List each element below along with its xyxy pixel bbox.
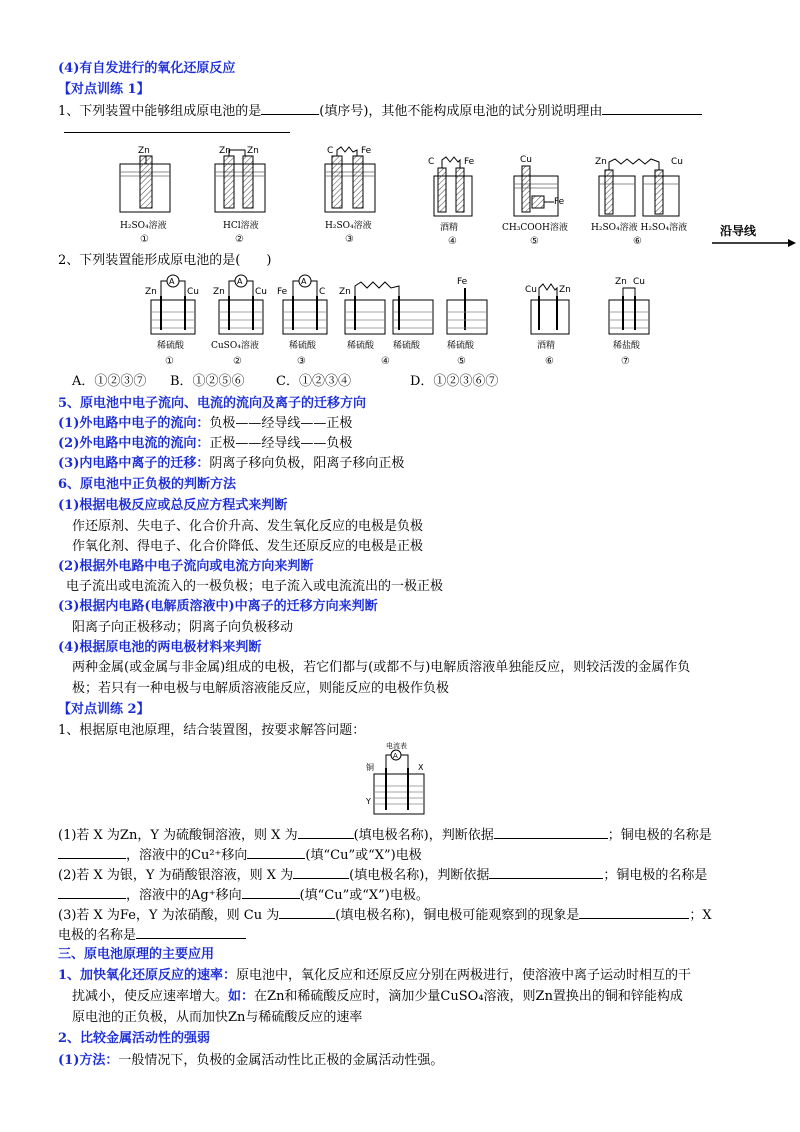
drill-1-title: 【对点训练 1】 bbox=[58, 82, 150, 97]
q1-blank-1[interactable] bbox=[261, 102, 319, 115]
fig1-cell-1-number: ① bbox=[140, 234, 149, 245]
fig2-cell-1-right: Cu bbox=[187, 287, 199, 297]
fig2-cell-4-left: Zn bbox=[339, 287, 351, 297]
fig2-cell-2-right: Cu bbox=[255, 287, 267, 297]
figure-1-cells bbox=[110, 142, 700, 250]
p2-blank-4[interactable] bbox=[242, 886, 300, 899]
fig2-cell-6-right: Zn bbox=[559, 285, 571, 295]
fig2-cell-6-solution: 酒精 bbox=[537, 341, 556, 351]
fig1-cell-5 bbox=[502, 155, 568, 247]
side-arrow-icon bbox=[712, 238, 796, 248]
fig2-cell-3-right: C bbox=[319, 287, 326, 297]
app1-title: 1、加快氧化还原反应的速率： bbox=[58, 968, 237, 983]
p1-b: (填电极名称)，判断依据 bbox=[353, 828, 494, 843]
app1-l1: 原电池中，氧化反应和还原反应分别在两极进行，使溶液中离子运动时相互的干 bbox=[236, 968, 692, 983]
fig2-cell-5-left: Fe bbox=[457, 277, 468, 287]
fig1-cell-5-solution: CH₃COOH溶液 bbox=[502, 223, 568, 233]
application-1-line-3: 原电池的正负极，从而加快Zn与稀硫酸反应的速率 bbox=[72, 1010, 363, 1025]
p1-d: ，溶液中的Cu²⁺移向 bbox=[126, 848, 248, 863]
fig1-cell-1-solution: H₂SO₄溶液 bbox=[120, 221, 167, 231]
p1-blank-3[interactable] bbox=[58, 846, 126, 859]
app1-l2b: 在Zn和稀硫酸反应时，滴加少量CuSO₄溶液，则Zn置换出的铜和锌能构成 bbox=[254, 989, 683, 1004]
p2-b: (填电极名称)，判断依据 bbox=[349, 868, 490, 883]
q1-blank-2[interactable] bbox=[602, 102, 702, 115]
p3-c: ；X bbox=[689, 908, 712, 923]
section-5-item-2 bbox=[58, 435, 352, 453]
fig1-cell-4-number: ④ bbox=[448, 236, 457, 247]
fig1-cell-5-number: ⑤ bbox=[530, 236, 539, 247]
application-2-title: 2、比较金属活动性的强弱 bbox=[58, 1031, 211, 1046]
part-2-line-1 bbox=[58, 866, 707, 885]
fig1-cell-6-left: Zn bbox=[595, 157, 607, 167]
fig2-cell-7-number: ⑦ bbox=[621, 356, 630, 367]
fig1-cell-2-number: ② bbox=[235, 234, 244, 245]
fig2-cell-3-number: ③ bbox=[297, 356, 306, 367]
fig1-cell-3-right: Fe bbox=[361, 146, 372, 156]
sec5-3-label: (3)内电路中离子的迁移： bbox=[58, 456, 210, 471]
fig2-cell-4b-solution: 稀硫酸 bbox=[393, 341, 421, 351]
sec5-2-text: 正极——经导线——负极 bbox=[209, 436, 353, 451]
fig1-cell-1 bbox=[120, 146, 170, 245]
fig2-cell-2-meter: A bbox=[237, 277, 243, 286]
p3-blank-1[interactable] bbox=[279, 906, 335, 919]
section-6-3-title: (3)根据内电路(电解质溶液中)中离子的迁移方向来判断 bbox=[58, 599, 378, 614]
part-3-line-1 bbox=[58, 906, 712, 925]
section-6-3-text: 阳离子向正极移动；阴离子向负极移动 bbox=[72, 620, 294, 635]
p1-blank-2[interactable] bbox=[494, 826, 608, 839]
p2-a: (2)若 X 为银，Y 为硝酸银溶液，则 X 为 bbox=[58, 868, 294, 883]
p3-d: 电极的名称是 bbox=[58, 928, 137, 943]
app2-1-label: (1)方法： bbox=[58, 1053, 119, 1068]
fig2-cell-5-number: ⑤ bbox=[457, 356, 466, 367]
fig1-cell-3-left: C bbox=[327, 146, 334, 156]
fig1-cell-3-number: ③ bbox=[345, 234, 354, 245]
sec5-1-text: 负极——经导线——正极 bbox=[209, 416, 353, 431]
part-1-line-1 bbox=[58, 826, 712, 845]
p1-c: ；铜电极的名称是 bbox=[607, 828, 712, 843]
sec5-1-label: (1)外电路中电子的流向： bbox=[58, 416, 210, 431]
p2-d: ，溶液中的Ag⁺移向 bbox=[126, 888, 242, 903]
fig3-right: X bbox=[418, 763, 424, 772]
q2-option-c[interactable]: C．①②③④ bbox=[276, 374, 351, 389]
fig1-cell-2-solution: HCl溶液 bbox=[223, 221, 259, 231]
fig1-cell-4-left: C bbox=[428, 157, 435, 167]
fig1-cell-5-right: Fe bbox=[554, 197, 565, 207]
q1-answer-line[interactable] bbox=[64, 132, 290, 133]
fig2-cell-1-left: Zn bbox=[145, 287, 157, 297]
fig1-cell-4-right: Fe bbox=[464, 157, 475, 167]
q1-mid: (填序号)，其他不能构成原电池的试分别说明理由 bbox=[319, 104, 603, 119]
fig1-cell-6 bbox=[591, 157, 687, 247]
fig2-cell-3-left: Fe bbox=[277, 287, 288, 297]
section-6-4-line-1: 两种金属(或金属与非金属)组成的电极，若它们都与(或都不与)电解质溶液单独能反应，则较活泼的金属作负 bbox=[72, 660, 691, 675]
p1-a: (1)若 X 为Zn，Y 为硫酸铜溶液，则 X 为 bbox=[58, 828, 298, 843]
fig2-cell-7-solution: 稀盐酸 bbox=[613, 341, 641, 351]
part-2-line-2 bbox=[58, 886, 429, 905]
drill-2-title: 【对点训练 2】 bbox=[58, 702, 150, 717]
p3-a: (3)若 X 为Fe，Y 为浓硝酸，则 Cu 为 bbox=[58, 908, 280, 923]
section-6-4-title: (4)根据原电池的两电极材料来判断 bbox=[58, 640, 262, 655]
question-2: 2、下列装置能形成原电池的是( ) bbox=[58, 253, 272, 268]
fig2-cell-2-solution: CuSO₄溶液 bbox=[211, 341, 259, 351]
fig2-cell-3-meter: A bbox=[301, 277, 307, 286]
fig2-cell-2-number: ② bbox=[233, 356, 242, 367]
p2-blank-3[interactable] bbox=[58, 886, 126, 899]
fig2-cell-7 bbox=[609, 277, 649, 367]
q2-option-d[interactable]: D．①②③⑥⑦ bbox=[410, 374, 499, 389]
application-1-line-2 bbox=[72, 988, 683, 1006]
fig1-cell-2 bbox=[215, 146, 265, 245]
fig2-cell-5 bbox=[447, 277, 487, 367]
fig2-cell-3 bbox=[277, 275, 327, 367]
application-1-line-1 bbox=[58, 967, 691, 985]
q2-option-b[interactable]: B．①②⑤⑥ bbox=[170, 374, 245, 389]
section-4-title: (4)有自发进行的氧化还原反应 bbox=[58, 61, 236, 76]
application-2-item-1 bbox=[58, 1052, 443, 1070]
fig1-cell-2-left: Zn bbox=[219, 146, 231, 156]
p1-e: (填“Cu”或“X”)电极 bbox=[305, 848, 422, 863]
fig2-cell-6-left: Cu bbox=[525, 285, 537, 295]
app2-1-text: 一般情况下，负极的金属活动性比正极的金属活动性强。 bbox=[118, 1053, 444, 1068]
section-6-2-title: (2)根据外电路中电子流向或电流方向来判断 bbox=[58, 559, 314, 574]
section-6-1-line-b: 作氧化剂、得电子、化合价降低、发生还原反应的电极是正极 bbox=[72, 539, 424, 554]
fig2-cell-1 bbox=[145, 275, 199, 367]
p3-blank-2[interactable] bbox=[579, 906, 689, 919]
fig2-cell-5-solution: 稀硫酸 bbox=[447, 341, 475, 351]
p2-c: ；铜电极的名称是 bbox=[603, 868, 708, 883]
fig1-cell-5-left: Cu bbox=[520, 155, 532, 165]
app1-ru: 如： bbox=[228, 989, 255, 1004]
p3-b: (填电极名称)，铜电极可能观察到的现象是 bbox=[335, 908, 580, 923]
fig2-cell-4b bbox=[393, 296, 433, 351]
fig2-cell-1-number: ① bbox=[165, 356, 174, 367]
fig1-cell-6-right: Cu bbox=[671, 157, 683, 167]
part-1-line-2 bbox=[58, 846, 422, 865]
fig2-cell-6 bbox=[525, 284, 571, 367]
fig2-cell-2-left: Zn bbox=[213, 287, 225, 297]
p2-blank-1[interactable] bbox=[293, 866, 349, 879]
fig3-meter-label: 电流表 bbox=[386, 742, 407, 750]
section-5-title: 5、原电池中电子流向、电流的流向及离子的迁移方向 bbox=[58, 396, 367, 411]
fig1-cell-4-solution: 酒精 bbox=[440, 223, 459, 233]
question-1 bbox=[58, 102, 702, 121]
p2-blank-2[interactable] bbox=[489, 866, 603, 879]
section-6-1-title: (1)根据电极反应或总反应方程式来判断 bbox=[58, 498, 288, 513]
fig2-cell-4-solution: 稀硫酸 bbox=[347, 341, 375, 351]
fig3-meter: A bbox=[393, 752, 398, 760]
fig1-cell-6-number: ⑥ bbox=[633, 236, 642, 247]
part-3-line-2 bbox=[58, 926, 246, 945]
section-6-2-text: 电子流出或电流流入的一极负极；电子流入或电流流出的一极正极 bbox=[66, 579, 444, 594]
fig2-cell-6-number: ⑥ bbox=[545, 356, 554, 367]
p1-blank-1[interactable] bbox=[298, 826, 354, 839]
figure-2-cells bbox=[135, 268, 675, 372]
p2-e: (填“Cu”或“X”)电极。 bbox=[299, 888, 429, 903]
figure-3-cell bbox=[366, 740, 438, 822]
fig2-cell-4-number: ④ bbox=[381, 356, 390, 367]
fig1-cell-6-solution: H₂SO₄溶液 H₂SO₄溶液 bbox=[591, 223, 688, 233]
fig2-cell-3-solution: 稀硫酸 bbox=[289, 341, 317, 351]
fig1-cell-2-right: Zn bbox=[247, 146, 259, 156]
sec5-3-text: 阴离子移向负极，阳离子移向正极 bbox=[209, 456, 405, 471]
fig3-left: 铜 bbox=[366, 763, 374, 772]
fig2-cell-2 bbox=[211, 275, 267, 367]
fig2-cell-1-solution: 稀硫酸 bbox=[157, 341, 185, 351]
q1-prefix: 1、下列装置中能够组成原电池的是 bbox=[58, 104, 262, 119]
fig2-cell-7-left: Zn bbox=[615, 277, 627, 287]
side-label: 沿导线 bbox=[720, 224, 757, 238]
fig1-cell-3-solution: H₂SO₄溶液 bbox=[325, 221, 372, 231]
fig2-cell-1-meter: A bbox=[169, 277, 175, 286]
section-6-title: 6、原电池中正负极的判断方法 bbox=[58, 477, 237, 492]
fig1-cell-1-left: Zn bbox=[138, 146, 150, 156]
section-3-title: 三、原电池原理的主要应用 bbox=[58, 947, 215, 962]
q2-option-a[interactable]: A．①②③⑦ bbox=[72, 374, 147, 389]
section-6-1-line-a: 作还原剂、失电子、化合价升高、发生氧化反应的电极是负极 bbox=[72, 519, 424, 534]
fig1-cell-4 bbox=[428, 157, 475, 247]
section-6-4-line-2: 极；若只有一种电极与电解质溶液能反应，则能反应的电极作负极 bbox=[72, 681, 450, 696]
drill-2-question-1: 1、根据原电池原理，结合装置图，按要求解答问题： bbox=[58, 723, 366, 738]
fig2-cell-4 bbox=[339, 282, 399, 367]
fig3-solution: Y bbox=[366, 797, 371, 806]
p3-blank-3[interactable] bbox=[136, 926, 246, 939]
app1-l2a: 扰减小，使反应速率增大。 bbox=[72, 989, 229, 1004]
p1-blank-4[interactable] bbox=[247, 846, 305, 859]
sec5-2-label: (2)外电路中电流的流向： bbox=[58, 436, 210, 451]
section-5-item-3 bbox=[58, 455, 404, 473]
fig1-cell-3 bbox=[325, 146, 375, 245]
section-5-item-1 bbox=[58, 415, 352, 433]
fig2-cell-7-right: Cu bbox=[633, 277, 645, 287]
